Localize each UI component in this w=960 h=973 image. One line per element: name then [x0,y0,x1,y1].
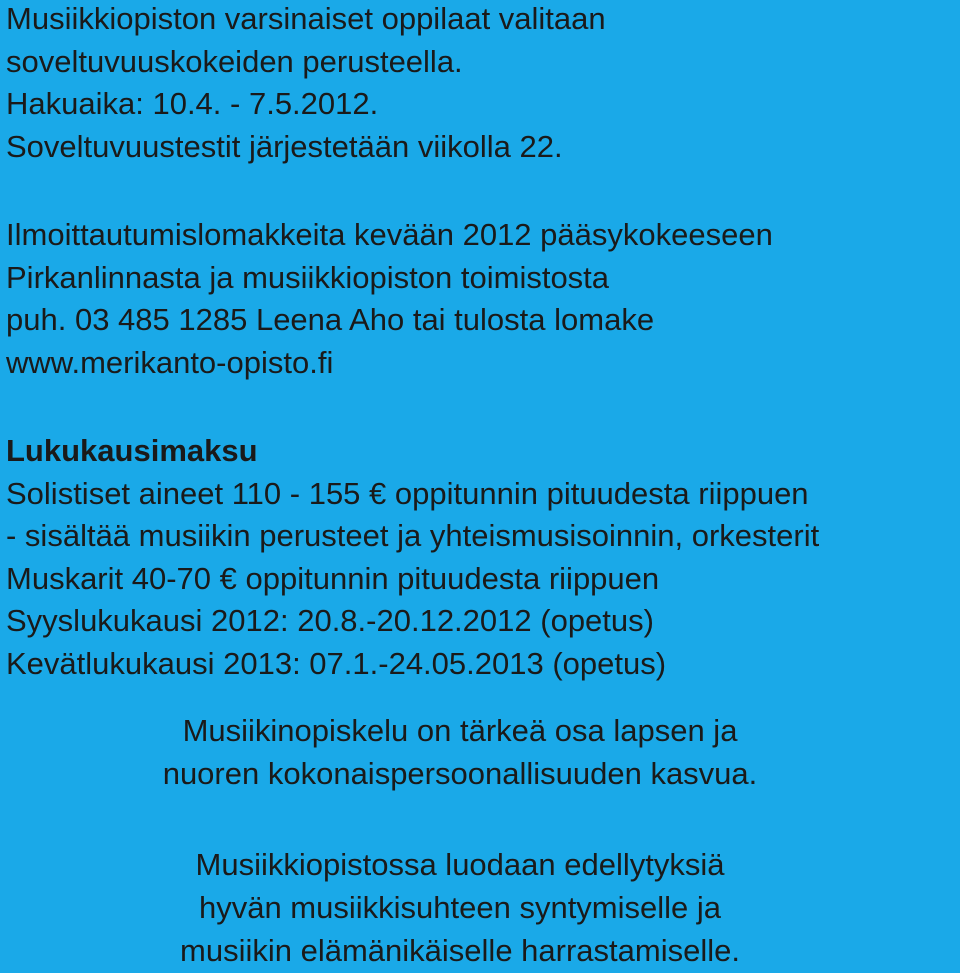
application-period: Hakuaika: 10.4. - 7.5.2012. [6,86,379,121]
autumn-term-line: Syyslukukausi 2012: 20.8.-20.12.2012 (opetus) [6,603,654,638]
registration-line: Ilmoittautumislomakkeita kevään 2012 pääsykokeeseen [6,217,773,252]
fees-section [6,430,819,685]
quote-line: Musiikinopiskelu on tärkeä osa lapsen ja [182,713,738,748]
phone-line: puh. 03 485 1285 Leena Aho tai tulosta lomake [6,302,655,337]
fee-line: Solistiset aineet 110 - 155 € oppitunnin pituudesta riippuen [6,475,809,511]
aptitude-test-week: Soveltuvuustestit järjestetään viikolla 22. [6,128,563,164]
quote-line: musiikin elämänikäiselle harrastamiselle. [180,933,740,968]
registration-line: Pirkanlinnasta ja musiikkiopiston toimistosta [6,259,610,295]
quote-block [0,709,920,795]
spring-term-line: Kevätlukukausi 2013: 07.1.-24.05.2013 (opetus) [6,645,667,681]
fee-line: Muskarit 40-70 € oppitunnin pituudesta riippuen [6,560,660,596]
admission-line: soveltuvuuskokeiden perusteella. [6,43,463,79]
admission-info [6,0,606,168]
fees-heading: Lukukausimaksu [6,433,258,468]
website-link[interactable]: www.merikanto-opisto.fi [6,344,334,380]
quote-line: nuoren kokonaispersoonallisuuden kasvua. [162,756,758,791]
admission-line: Musiikkiopiston varsinaiset oppilaat valitaan [6,1,606,36]
registration-info [6,214,773,384]
quote-line: hyvän musiikkisuhteen syntymiselle ja [198,890,722,925]
fee-line: - sisältää musiikin perusteet ja yhteismusisoinnin, orkesterit [6,518,820,553]
quote-block [0,843,920,972]
quote-line: Musiikkiopistossa luodaan edellytyksiä [195,847,725,882]
